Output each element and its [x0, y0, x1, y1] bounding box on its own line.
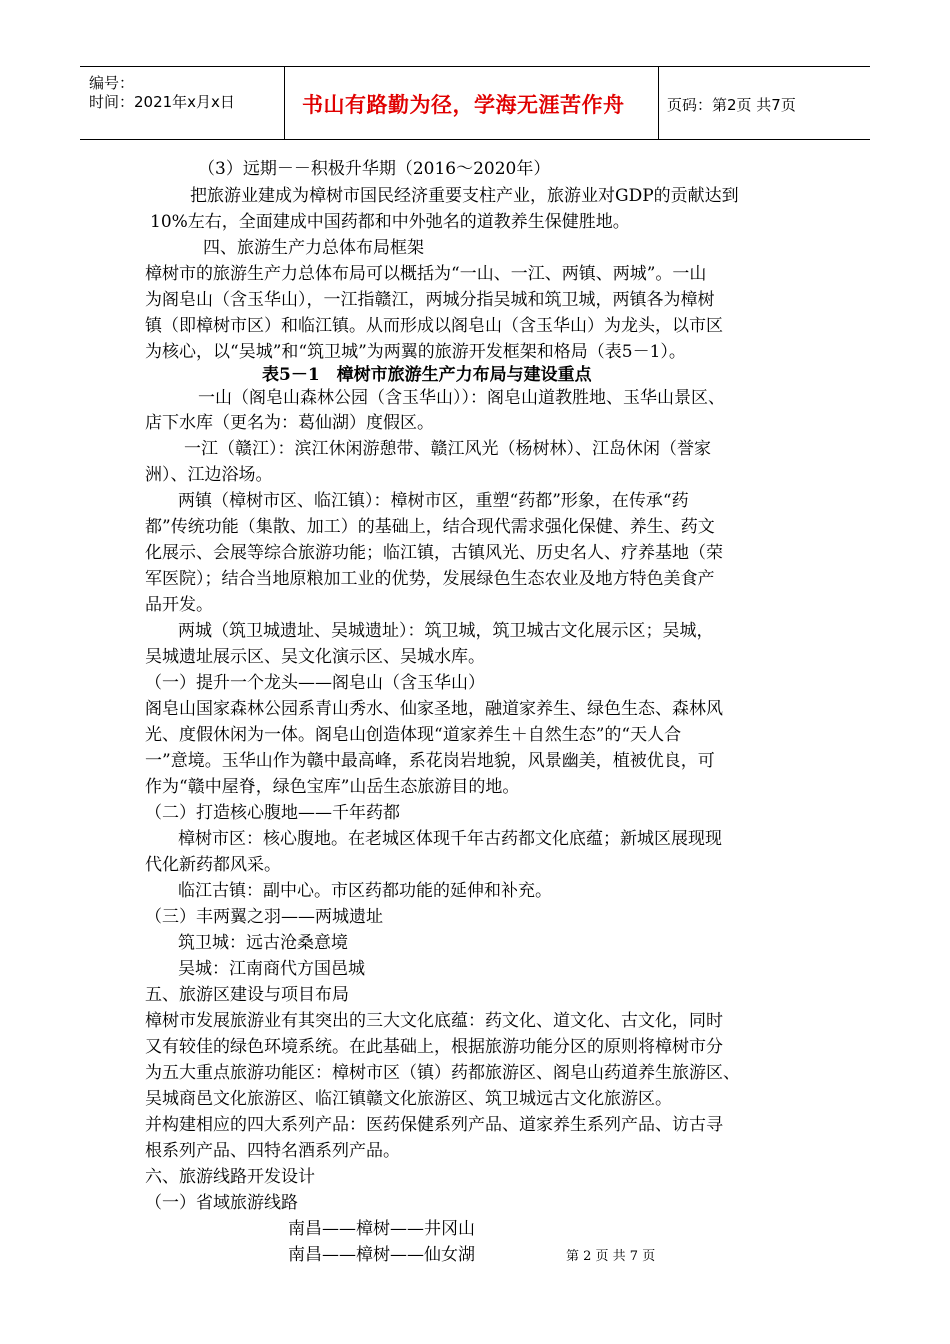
text-line: 作为“赣中屋脊，绿色宝库”山岳生态旅游目的地。 — [145, 777, 520, 797]
header-motto-cell — [284, 67, 659, 139]
text-line: 洲）、江边浴场。 — [145, 465, 273, 485]
text-line: 一”意境。玉华山作为赣中最高峰，系花岗岩地貌，风景幽美，植被优良，可 — [145, 751, 715, 771]
section-heading: 五、旅游区建设与项目布局 — [145, 985, 349, 1005]
text-line: 并构建相应的四大系列产品：医药保健系列产品、道家养生系列产品、访古寻 — [145, 1115, 723, 1135]
text-line: 10%左右，全面建成中国药都和中外弛名的道教养生保健胜地。 — [150, 212, 630, 232]
text-line: 筑卫城：远古沧桑意境 — [178, 933, 348, 953]
text-line: 把旅游业建成为樟树市国民经济重要支柱产业，旅游业对GDP的贡献达到 — [190, 186, 739, 206]
text-line: 化展示、会展等综合旅游功能；临江镇，古镇风光、历史名人、疗养基地（荣 — [145, 543, 723, 563]
text-line: 品开发。 — [145, 595, 213, 615]
text-line: 樟树市区：核心腹地。在老城区体现千年古药都文化底蕴；新城区展现现 — [178, 829, 722, 849]
header-page-cell — [658, 67, 870, 139]
text-line: 吴城：江南商代方国邑城 — [178, 959, 365, 979]
text-line: 樟树市发展旅游业有其突出的三大文化底蕴：药文化、道文化、古文化，同时 — [145, 1011, 723, 1031]
page-info: 页码：第2页 共7页 — [667, 96, 796, 114]
text-line: 军医院）；结合当地原粮加工业的优势，发展绿色生态农业及地方特色美食产 — [145, 569, 715, 589]
text-line: 一江（赣江）：滨江休闲游憩带、赣江风光（杨树林）、江岛休闲（誉家 — [184, 439, 711, 459]
text-line: 光、度假休闲为一体。阁皂山创造体现“道家养生＋自然生态”的“天人合 — [145, 725, 682, 745]
table-caption: 表5－1 樟树市旅游生产力布局与建设重点 — [262, 365, 592, 385]
section-heading: 四、旅游生产力总体布局框架 — [203, 238, 424, 258]
text-line: 镇（即樟树市区）和临江镇。从而形成以阁皂山（含玉华山）为龙头，以市区 — [145, 316, 723, 336]
text-line: 根系列产品、四特名酒系列产品。 — [145, 1141, 400, 1161]
time-label: 时间：2021年x月x日 — [89, 93, 235, 111]
text-line: 一山（阁皂山森林公园（含玉华山））：阁皂山道教胜地、玉华山景区、 — [198, 388, 725, 408]
text-line: 为五大重点旅游功能区：樟树市区（镇）药都旅游区、阁皂山药道养生旅游区、 — [145, 1063, 740, 1083]
section-heading: （二）打造核心腹地——千年药都 — [145, 803, 400, 823]
header-meta-cell — [80, 67, 285, 139]
text-line: 店下水库（更名为：葛仙湖）度假区。 — [145, 413, 434, 433]
text-line: 两镇（樟树市区、临江镇）：樟树市区，重塑“药都”形象，在传承“药 — [178, 491, 689, 511]
text-line: 两城（筑卫城遗址、吴城遗址）：筑卫城，筑卫城古文化展示区；吴城， — [178, 621, 714, 641]
text-line: 为阁皂山（含玉华山），一江指赣江，两城分指吴城和筑卫城，两镇各为樟树 — [145, 290, 715, 310]
text-line: 代化新药都风采。 — [145, 855, 281, 875]
page-header-table — [80, 66, 870, 140]
number-label: 编号： — [89, 74, 135, 92]
text-line: 阁皂山国家森林公园系青山秀水、仙家圣地，融道家养生、绿色生态、森林风 — [145, 699, 723, 719]
section-heading: （三）丰两翼之羽——两城遗址 — [145, 907, 383, 927]
page-footer: 第 2 页 共 7 页 — [566, 1249, 656, 1264]
text-line: （3）远期－－积极升华期（2016～2020年） — [198, 159, 551, 179]
text-line: 为核心，以“吴城”和“筑卫城”为两翼的旅游开发框架和格局（表5－1）。 — [145, 342, 686, 362]
section-heading: （一）省域旅游线路 — [145, 1193, 298, 1213]
section-heading: 六、旅游线路开发设计 — [145, 1167, 315, 1187]
text-line: 又有较佳的绿色环境系统。在此基础上，根据旅游功能分区的原则将樟树市分 — [145, 1037, 723, 1057]
route-line: 南昌——樟树——井冈山 — [288, 1219, 475, 1239]
text-line: 临江古镇：副中心。市区药都功能的延伸和补充。 — [178, 881, 552, 901]
text-line: 都”传统功能（集散、加工）的基础上，结合现代需求强化保健、养生、药文 — [145, 517, 715, 537]
text-line: 吴城商邑文化旅游区、临江镇赣文化旅游区、筑卫城远古文化旅游区。 — [145, 1089, 672, 1109]
route-line: 南昌——樟树——仙女湖 — [288, 1245, 475, 1265]
text-line: 吴城遗址展示区、吴文化演示区、吴城水库。 — [145, 647, 485, 667]
text-line: 樟树市的旅游生产力总体布局可以概括为“一山、一江、两镇、两城”。一山 — [145, 264, 707, 284]
motto-text: 书山有路勤为径，学海无涯苦作舟 — [302, 93, 625, 117]
section-heading: （一）提升一个龙头——阁皂山（含玉华山） — [145, 673, 485, 693]
